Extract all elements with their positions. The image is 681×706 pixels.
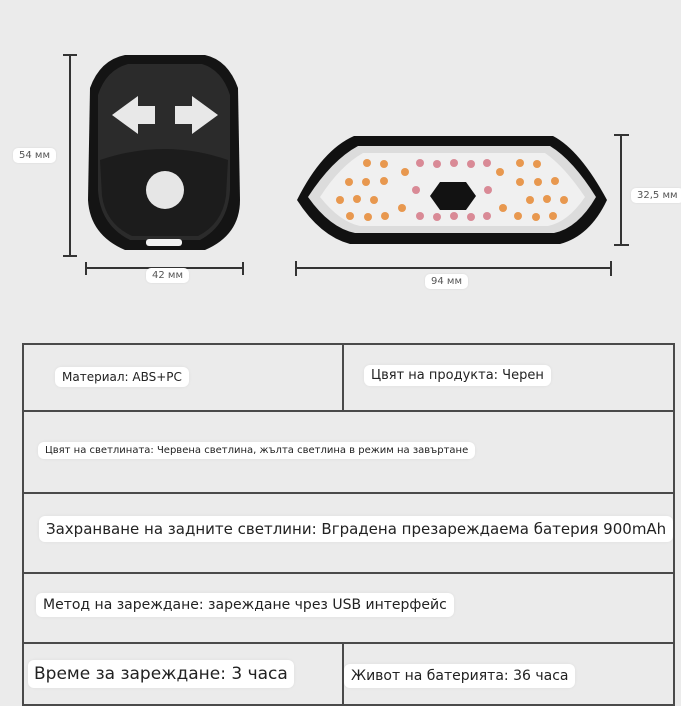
- remote-height-dimension: [63, 55, 77, 256]
- center-button-icon: [146, 171, 184, 209]
- product-drawing: [0, 0, 681, 330]
- spec-row-storage: [22, 494, 675, 574]
- spec-battery-life: Живот на батерията: 36 часа: [344, 664, 575, 688]
- spec-row-charging: [22, 644, 675, 706]
- remote-control: [88, 55, 240, 250]
- spec-material: Материал: ABS+PC: [55, 367, 189, 387]
- spec-charging-method: Метод на зареждане: зареждане чрез USB интерфейс: [36, 593, 454, 617]
- tail-light: [297, 136, 607, 244]
- spec-storage: Захранване на задните светлини: Вградена презареждаема батерия 900mAh: [39, 516, 673, 542]
- spec-row-light-color: [22, 412, 675, 494]
- product-illustration: [0, 0, 681, 330]
- spec-product-color: Цвят на продукта: Черен: [364, 365, 551, 386]
- spec-charging-time: Време за зареждане: 3 часа: [28, 660, 294, 688]
- light-height-label: 32,5 мм: [631, 188, 681, 203]
- light-height-dimension: [614, 135, 629, 245]
- bottom-indicator: [146, 239, 182, 246]
- spec-row-charging-method: [22, 574, 675, 644]
- spec-row-material: [22, 345, 675, 412]
- specs-table: [22, 343, 675, 705]
- spec-light-color: Цвят на светлината: Червена светлина, жълта светлина в режим на завъртане: [38, 442, 475, 459]
- remote-height-label: 54 мм: [13, 148, 56, 163]
- light-width-label: 94 мм: [425, 274, 468, 289]
- remote-width-label: 42 мм: [146, 268, 189, 283]
